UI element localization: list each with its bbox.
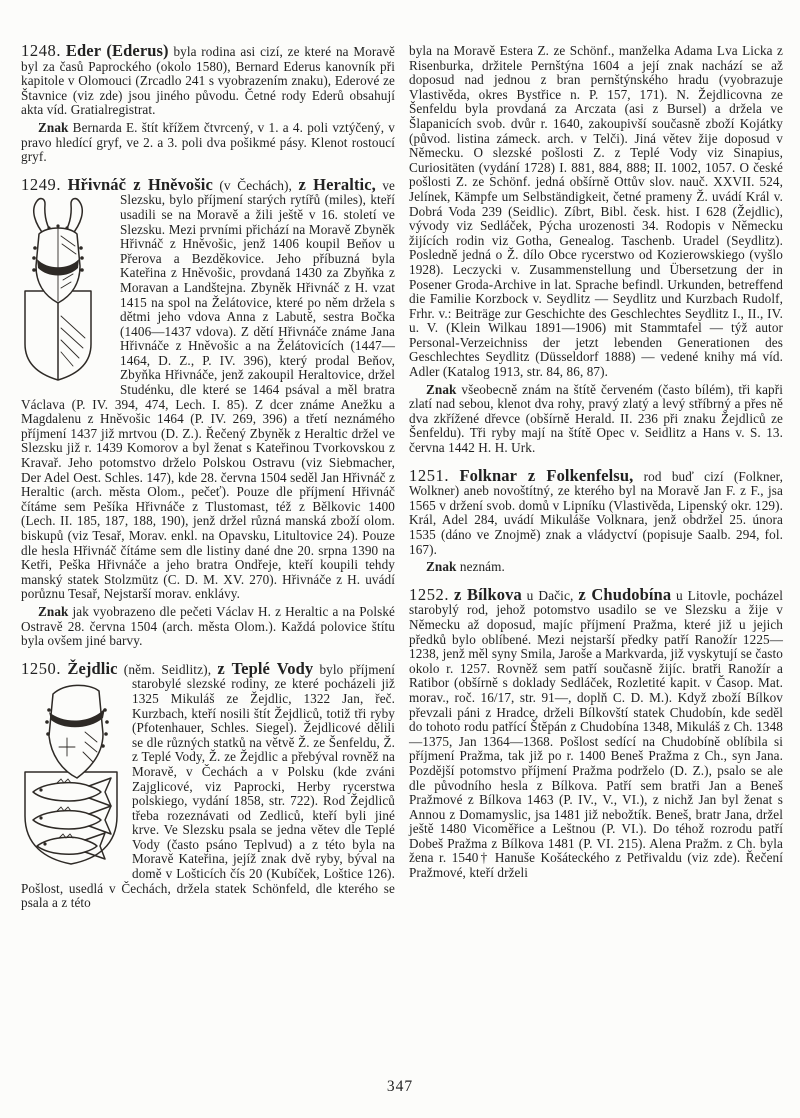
entry-1250-continuation xyxy=(409,44,783,380)
entry-family-name: Folknar z Folkenfelsu, xyxy=(459,465,634,485)
right-column xyxy=(409,44,783,911)
entry-number: 1249. xyxy=(21,174,62,194)
blazon-label: Znak xyxy=(426,559,457,575)
entry-1251 xyxy=(409,465,784,558)
blazon-text: Bernarda E. štít křížem čtvrcený, v 1. a 4. poli vztýčený, v pravo hledící gryf, ve 2. a 3. poli dva pošikmé pásy. Klenot rostoucí gryf. xyxy=(21,119,396,165)
blazon-text: neznám. xyxy=(459,559,505,575)
zejdlic-coat-of-arms-illustration xyxy=(23,680,119,866)
entry-body-text: rod buď cizí (Folkner, Wolkner) aneb novoštítný, ze kterého byl na Moravě Jan F. z F., jsa 1565 v držení svob. domů v Lipníku (Vlastivěda, Lipenský okr. 129). Král, Adel 284, uvádí Mikuláše Volknara, jenž obdržel 25. února 1535 (dáno ve Znojmě) znak a vládyctví (popisuje Saalb. 294, fol. 167). xyxy=(409,468,784,557)
entry-number: 1248. xyxy=(21,41,62,60)
entry-1250 xyxy=(21,658,395,911)
blazon-text: jak vyobrazeno dle pečeti Václav H. z Heraltic a na Polské Ostravě 28. června 1504 (arch. města Olom.). Každá polovice štítu byla ovšem jiné barvy. xyxy=(21,603,395,649)
entry-family-name: Hřivnáč z Hněvošic xyxy=(67,174,213,194)
horned-helmet-shield-drawing xyxy=(23,196,107,382)
entry-1252 xyxy=(409,584,784,881)
entry-1248 xyxy=(21,41,396,118)
left-column xyxy=(21,41,396,911)
entry-body-text: byla na Moravě Estera Z. ze Schönf., manželka Adama Lva Licka z Risenburka, držitele Pernštýna 1604 a její znak nachází se až doposud nad jednou z bran pernštýnského hradu (vyobrazuje Vlastivěda, okres Bystřice n. P. 157, 171). N. Žejdlicovna ze Šenfeldu byla provdaná za Arczata (asi z Bursel) a držela ve Šlapanicích svob. dvůr r. 1640, zakoupivší současně zboží Kojátky (původ. listina zámeck. arch. v Telči). Jiná větev žije doposud v Německu. O slezské pošlosti Z. z Teplé Vody viz Sinapius, Curiositäten (vydání 1728) I. 881, 884, 888; II. 1002, 1057. O české pošlosti Z. ze Schönf. jedná obšírně Ottův slov. nauč. XXVII. 524, Jelínek, Kämpfe um Selbständigkeit, četné prameny Ž. uvádí Král v. Dobrá Voda 239 (Seidlic). Zíbrt, Bibl. česk. hist. I 628 (Žejdlic), vývody viz Sedláček, Pýcha urozenosti 34. Rodopis v Německu žijících rodin viz Gotha, Genealog. Taschenb. Uradel (Seydlitz). Posledně jedná o Ž. dílo Obce rycerstwo od Kozierowskiego (vyšlo 1928). Leczycki v. Zusammenstellung und Übersetzung der in Posener Groda-Archive in lat. Sprache befindl. Urkunden, betreffend die Familie Korzbock v. Seydlitz — Seydlitz und Kurzbach Rudolf, Frhr. v.: Beiträge zur Geschichte des Geschlechtes Seydlitz I., II., IV. u. V. (Klein Wilkau 1891—1906) mit Stammtafel — týž autor Personal-Verzeichniss der jetzt lebenden Generationen des Geschlechtes Seydlitz (Düsseldorf 1888) — vedené knihy má víd. Adler (Katalog 1913, str. 84, 86, 87). xyxy=(409,43,783,380)
entry-number: 1252. xyxy=(409,584,450,604)
entry-body-text: ve Slezsku, bylo příjmení starých rytířů (miles), kteří usadili se na Moravě a žili ještě v 16. století ve Slezsku. Mezi prvními přichází na Moravě Zbyněk Hřivnáč z Hněvošic, jenž 1406 koupil Beňov u Přerova a Bezděkovice. Jeho příbuzná byla Kateřina z Hněvošic, provdaná 1430 za Zbyňka z Moravan a Landštejna. Zbyněk Hřivnáč z H. vzat 1415 na spol na Želátovice, které po něm držela s dětmi jeho vdova Anna z Labutě, sestra Bočka (1406—1437 vdova). Z dětí Hřivnáče známe Jana Hřivnáče z Hněvošic a na Želátovicích (1447—1464, D. Z., P. IV. 396), který prodal Beňov, Zbyňka Hřivnáče, jenž zakoupil Heraltovice, držel Studénku, dle které se 1464 psával a měl bratra Václava (P. IV. 394, 474, Lech. I. 85). Z dcer známe Anežku a Magdalenu z Hněvošic 1464 (P. IV. 269, 396) a třetí neznámého příjmení 1437 již mrtvou (D. Z.). Řečený Zbyněk z Heraltic držel ve Slezsku již r. 1439 Komorov a byl ženat s Kateřinou Tvorkovskou z Kravař. Jeho potomstvo drželo Polskou Ostravu (viz Siebmacher, Der Adel Oest. Schles. 147), kde 28. června 1504 seděl Jan Hřivnáč z Heraltic (arch. města Olom., pečeť). Pouze dle příjmení Hřivnáč čítáme sem Pešíka Hřivnáče z Tlustomast, též z Bělkovic 1400 (Lech. II. 185, 187, 188, 190), jenž držel různá manská zboží olom. biskupů (viz Tesař, Morav. enkl. na Opavsku, Litultovice 24). Pouze dle hesla Hřivnáč čítáme sem dle listiny dané dne 20. srpna 1390 na Ketři, Peška Hřivnáče a jeho bratra Ondřeje, kteří koupili tehdy manský statek Stolzmütz (C. D. M. XV. 270). Hřivnáče z H. uvádí porůznu Tesař, Nejstarší morav. enklávy. xyxy=(21,177,395,602)
entry-family-name: z Bílkova xyxy=(453,584,522,604)
entry-family-name: Žejdlic xyxy=(67,658,118,678)
entry-name-qualifier: (v Čechách), xyxy=(219,177,293,193)
entry-body-text: byla rodina asi cizí, ze které na Moravě byl za časů Paprockého (okolo 1580), Bernard Ederus kanovník při kapitole v Olomouci (Zrcadlo 241 s vyobrazením znaku), Ederové ze Štavnice (viz zde) jsou jiného původu. Četné rody Ederů obsahují akta víd. Gratialregistrat. xyxy=(21,44,396,118)
entry-name-qualifier: u Dačic, xyxy=(526,587,574,603)
entry-name-qualifier: (něm. Seidlitz), xyxy=(123,661,212,677)
entry-1249 xyxy=(21,174,395,602)
entry-1248-blazon xyxy=(21,121,395,165)
helmet-three-fish-shield-drawing xyxy=(23,680,119,866)
entry-1250-blazon xyxy=(409,383,783,456)
entry-body-text: bylo příjmení starobylé slezské rodiny, ze které pocházeli již 1325 Mikuláš ze Žejdlic, 1322 Jan, řeč. Kurzbach, kteří nosili štít Žejdliců, totiž tři ryby (Pfotenhauer, Schles. Siegel). Žejdlicové dělili se dle různých statků na větvě Ž. ze Šenfeldu, Ž. z Teplé Vody, Ž. ze Žejdlic a přebýval rovněž na Moravě, v Čechách a v Polsku (kde zváni Zajglicové, viz Paprocki, Herby rycerstwa polskiego, vydání 1858, str. 722). Rod Žejdliců třeba rozeznávati od Zedliců, kteří byli jiné krve. Ve Slezsku psala se jedna větev dle Teplé Vody (často psáno Teplvud) a z této byla na Moravě Kateřina, jejíž znak dvě ryby, býval na domě v Lošticích čís 20 (Kubíček, Loštice 126). Pošlost, usedlá v Čechách, držela statek Schönfeld, dle kterého se psala a z této xyxy=(21,661,395,911)
entry-1251-blazon xyxy=(409,560,783,575)
entry-name-qualifier-secondary: u Litovle, xyxy=(676,587,731,603)
blazon-label: Znak xyxy=(38,603,69,619)
blazon-label: Znak xyxy=(38,119,69,135)
blazon-text: všeobecně znám na štítě červeném (často bílém), tři kapři zlatí nad sebou, klenot dva rohy, pravý zlatý a levý stříbrný a přes ně dva zkřížené dřevce (obšírně Herald. II. 236 při znaku Žejdliců ze Šenfeldu). Tři ryby mají na štítě Opec v. Seidlitz a Hans v. S. 13. června 1442 H. H. Urk. xyxy=(409,381,783,456)
entry-number: 1251. xyxy=(409,465,450,485)
entry-family-name-secondary: z Heraltic, xyxy=(298,174,376,194)
entry-family-name: Eder (Ederus) xyxy=(65,41,169,60)
blazon-label: Znak xyxy=(426,381,457,397)
page-number: 347 xyxy=(386,1078,414,1095)
entry-family-name-secondary: z Chudobína xyxy=(578,584,672,604)
hrivnac-coat-of-arms-illustration xyxy=(23,196,107,382)
entry-body-text: pocházel starobylý rod, jehož potomstvo usadilo se ve Slezsku a žije v Německu až doposud, majíc příjmení Pražma, které již u jejich předků bylo oblíbené. Mezi nejstarší předky patří Ranožír 1225—1238, jenž měl syny Smila, Jaroše a Markvarda, již vyskytují se často okolo r. 1257. Rovněž sem patří současně žijíc. bratři Ranožír a Ratibor (obšírně s doklady Sedláček, Rozletité kapit. v Časop. Mat. morav., roč. 16/17, str. 91—, doplň C. D. M.). Když zboží Bílkov převzali páni z Hradce, drželi Bílkovští statek Chudobín, kde seděl do tohoto rodu patřící Štěpán z Chudobína 1348, Mikuláš z Ch. 1348—1375, Jan 1364—1368. Pošlost sedící na Chudobíně oblíbila si příjmení Pražma, tak již po r. 1400 Beneš Pražma z Ch., syn Jana. Pozdější potomstvo příjmení Pražma podrželo (D. Z.), psalo se ale dle původního hesla z Bílkova. Patří sem bratři Jan a Beneš Pražmové z Bílkova 1463 (P. IV., V., VI.), z nichž Jan byl ženat s Annou z Domamyslic, jsa 1481 již nebožtík. Beneš, bratr Jana, držel ještě 1480 Vicoměřice a Leštnou (P. VI.). Do téhož rozrodu patří Dobeš Pražma z Bílkova 1481 (P. VI. 215). Alena Pražm. z Ch. byla žena r. 1540† Hanuše Košáteckého z Petřivaldu (viz zde). Řečení Pražmové, kteří drželi xyxy=(409,587,784,881)
entry-family-name-secondary: z Teplé Vody xyxy=(217,658,314,678)
entry-1249-blazon xyxy=(21,605,395,649)
entry-number: 1250. xyxy=(21,658,62,678)
